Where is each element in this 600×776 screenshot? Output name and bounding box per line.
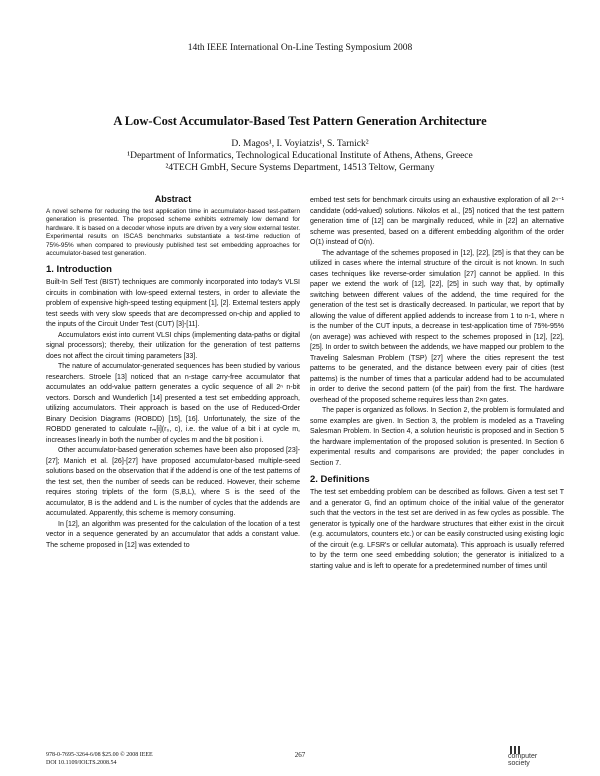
paragraph: Other accumulator-based generation schemes have been also proposed [23]-[27]; Manich et al. [26]-[27] have proposed accumulator-based multiple-seed solutions based on the observation that if the addend is one of the test patterns of the test set, then the number of seeds can be reduced. However, their scheme requires storing triplets of the form (S,B,L), where S is the seed of the accumulator, B is the addend and L is the number of cycles that the addends are accumulated. Apparently, this scheme is memory consuming. <box>46 447 300 518</box>
affiliation-1: ¹Department of Informatics, Technological Educational Institute of Athens, Athens, Greece <box>127 151 473 161</box>
section-heading-definitions: 2. Definitions <box>310 474 370 485</box>
affiliation-2: ²4TECH GmbH, Secure Systems Department, 14513 Teltow, Germany <box>165 163 435 173</box>
author-block <box>0 138 600 174</box>
logo-text: computer society <box>508 753 538 767</box>
footer-isbn: 978-0-7695-3264-6/08 $25.00 © 2008 IEEE <box>46 752 153 758</box>
paragraph: The test set embedding problem can be described as follows. Given a test set T and a generator G, find an optimum choice of the initial value of the generator such that the vectors in the test set are derived in as few cycles as possible. The generator is typically one of the hardware structures that either exist in the circuit (e.g. accumulators, counters etc.) or can be easily constructed using existing logic of the circuit (e.g. LFSR's or cellular automata). This approach is usually referred to by the term one seed embedding solution; the generator is initialized to a starting value and is left to operate for a predetermined number of times until <box>310 489 564 570</box>
right-column <box>310 196 564 572</box>
computer-society-logo <box>496 746 556 768</box>
section-heading-introduction: 1. Introduction <box>46 264 112 276</box>
paragraph: The paper is organized as follows. In Section 2, the problem is formulated and some examples are given. In Section 3, the problem is modeled as a Traveling Salesman Problem. In Section 4, a solution heuristic is proposed and in Section 5 the hardware implementation of the proposed solution is presented. In Section 6 experimental results and comparisons are provided; the paper concludes in Section 7. <box>310 407 564 467</box>
abstract <box>46 194 300 259</box>
page-number: 267 <box>294 751 306 759</box>
author-names: D. Magos¹, I. Voyiatzis¹, S. Tarnick² <box>231 139 369 149</box>
paragraph: The advantage of the schemes proposed in [12], [22], [25] is that they can be utilized in cases where the internal structure of the circuit is not known. In such cases techniques like reverse-order simulation [27] cannot be applied. In this paper we extend the work of [12], [22], [25] in such way that, by optimally switching between different values of the addend, the time required for the generation of the test set is drastically decreased. In particular, we report that by allowing the value of different applied addends to increase from 1 to n-1, where n is the number of the CUT inputs, a decrease in test-application time of 75%-95% (on average) was achieved with respect to the schemes proposed in [12], [22], [25]. In order to switch between the addends, we have mapped our problem to the Traveling Salesman Problem (TSP) [27] where the cities represent the test patterns to be generated, and the distance between every pair of cities (test patterns) is the number of times that a particular addend had to be accumulated in order to derive the second pattern (of the pair) from the first. The hardware overhead of the proposed scheme requires less than 2×n gates. <box>310 249 564 404</box>
abstract-heading: Abstract <box>154 194 192 204</box>
conference-header: 14th IEEE International On-Line Testing Symposium 2008 <box>187 43 413 53</box>
paragraph: Built-In Self Test (BIST) techniques are commonly incorporated into today's VLSI circuits in combination with low-speed external testers, in order to alleviate the problem of expensive high-speed testing equipment [1], [2]. External testers apply test seeds with very slow speeds that are decompressed on-chip and applied to the inputs of the Circuit Under Test (CUT) [3]-[11]. <box>46 279 300 329</box>
footer-doi: DOI 10.1109/IOLTS.2008.54 <box>46 760 117 766</box>
paragraph: The nature of accumulator-generated sequences has been studied by various researchers. Stroele [13] noticed that an n-stage carry-free accumulator that accumulates an odd-value pattern generates a cyclic sequence of all 2ⁿ n-bit vectors. Dorsch and Wunderlich [14] presented a test set embedding approach, utilizing accumulators. Their approach is based on the use of Reduced-Order Binary Decision Diagrams (ROBDD) [15], [16]. Unfortunately, the size of the ROBDD generated to calculate rₘ[i](r₀, c), i.e. the value of a bit i at cycle m, increases linearly in both the number of cycles m and the bit position i. <box>46 363 300 444</box>
paper-title: A Low-Cost Accumulator-Based Test Pattern Generation Architecture <box>113 114 487 128</box>
abstract-text: A novel scheme for reducing the test application time in accumulator-based test-pattern generation is presented. The proposed scheme exhibits extremely low demand for hardware. It is based on a decoder whose inputs are driven by a very slow external tester. Experimental results on ISCAS benchmarks substantiate a test-time reduction of 75%-95% when compared to previously published test set embedding approaches for accumulator-based test generation. <box>46 207 300 258</box>
left-column <box>46 194 300 551</box>
paragraph: embed test sets for benchmark circuits using an exhaustive exploration of all 2ⁿ⁻¹ candidate (odd-valued) solutions. Nikolos et al., [25] noticed that the test pattern generation time of [12] can be marginally reduced, while in [22] an alternative scheme was presented, based on a different embedding algorithm of the order O(1) instead of O(n). <box>310 197 564 246</box>
paragraph: In [12], an algorithm was presented for the calculation of the location of a test vector in a sequence generated by an accumulator that adds a constant value. The scheme proposed in [12] was extended to <box>46 520 300 549</box>
paragraph: Accumulators exist into current VLSI chips (implementing data-paths or digital signal processors); thereby, their utilization for the generation of test patterns does not affect the circuit timing parameters [33]. <box>46 331 300 360</box>
